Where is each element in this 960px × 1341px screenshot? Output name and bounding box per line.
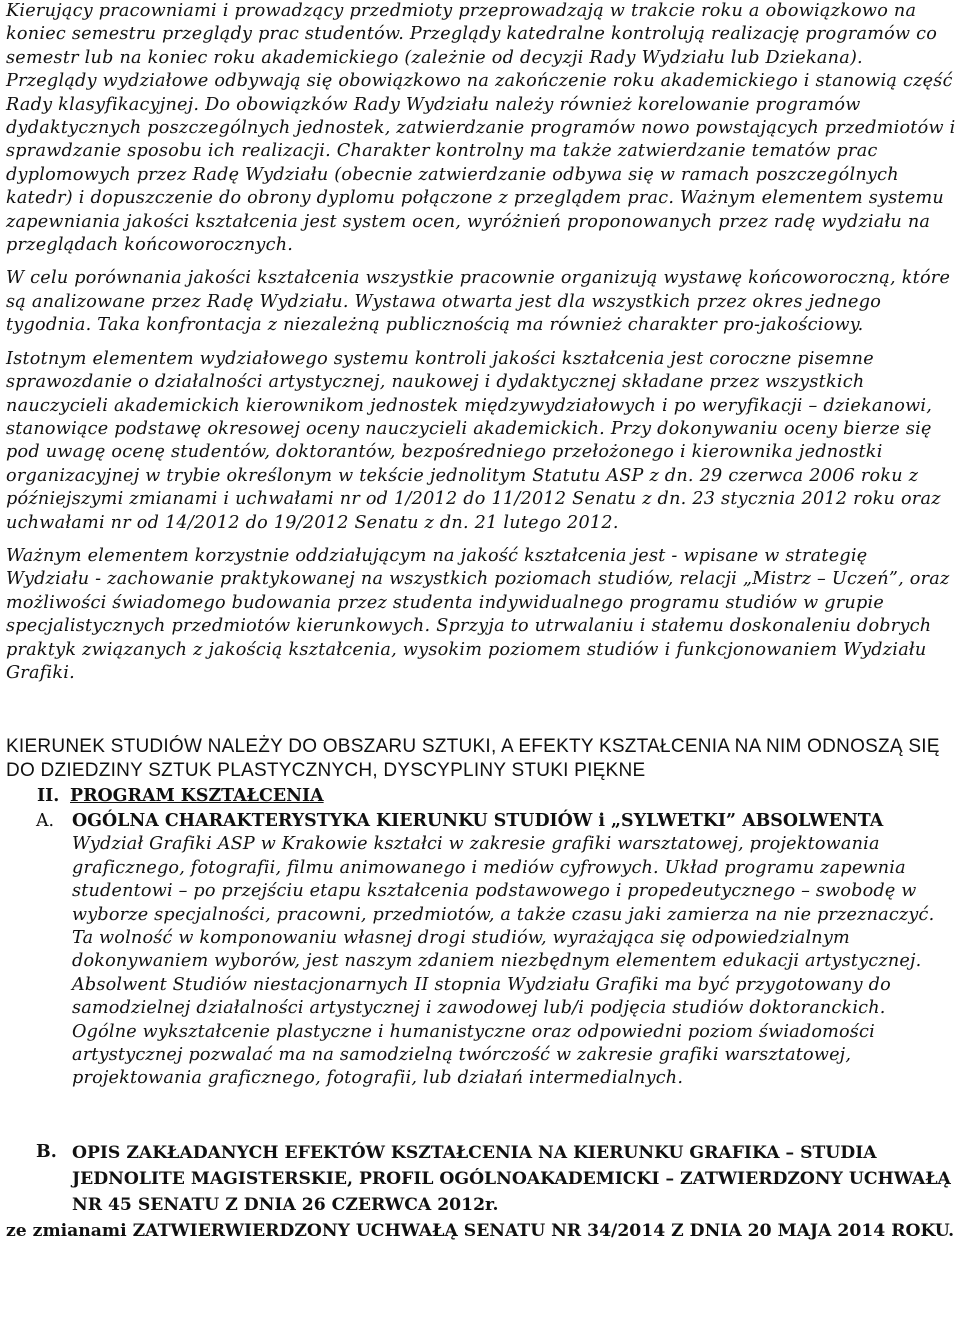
paragraph-master-student: Ważnym elementem korzystnie oddziałującym na jakość kształcenia jest - wpisane w strategię Wydziału - zachowanie praktykowanej na wszystkich poziomach studiów, relacji „Mistrz – Uczeń”, oraz możliwości świadomego budowania przez studenta indywidualnego programu studiów w grupie specjalistycznych przedmiotów kierunkowych. Sprzyja to utrwalaniu i stałemu doskonaleniu dobrych praktyk związanych z jakością kształcenia, wysokim poziomem studiów i funkcjonowaniem Wydziału Grafiki.	[6, 545, 950, 683]
section-b-letter: B.	[36, 1141, 57, 1162]
area-heading: KIERUNEK STUDIÓW NALEŻY DO OBSZARU SZTUKI, A EFEKTY KSZTAŁCENIA NA NIM ODNOSZĄ SIĘ DO DZIEDZINY SZTUK PLASTYCZNYCH, DYSCYPLINY STUKI PIĘKNE	[6, 736, 940, 782]
section-a-heading	[6, 809, 956, 834]
section-a-body: Wydział Grafiki ASP w Krakowie kształci w zakresie grafiki warsztatowej, projektowania graficznego, fotografii, filmu animowanego i mediów cyfrowych. Układ programu zapewnia studentowi – po przejściu etapu kształcenia podstawowego i propedeutycznego – swobodę w wyborze specjalności, pracowni, przedmiotów, a także czasu jaki zamierza na nie przeznaczyć. Ta wolność w komponowaniu własnej drogi studiów, wyrażająca się odpowiedzialnym dokonywaniem wyborów, jest naszym zdaniem niezbędnym elementem edukacji artystycznej. Absolwent Studiów niestacjonarnych II stopnia Wydziału Grafiki ma być przygotowany do samodzielnej działalności artystycznej i zawodowej lub/i podjęcia studiów doktoranckich. Ogólne wykształcenie plastyczne i humanistyczne oraz odpowiedni poziom świadomości artystycznej pozwalać ma na samodzielną twórczość w zakresie grafiki warsztatowej, projektowania graficznego, fotografii, lub działań intermedialnych.	[72, 834, 935, 1089]
section-ii-number: II.	[37, 786, 60, 807]
section-ii-label: PROGRAM KSZTAŁCENIA	[70, 786, 324, 807]
section-b-amendment: ze zmianami ZATWIERWIERDZONY UCHWAŁĄ SENATU NR 34/2014 Z DNIA 20 MAJA 2014 ROKU.	[6, 1220, 955, 1241]
section-b-title: OPIS ZAKŁADANYCH EFEKTÓW KSZTAŁCENIA NA KIERUNKU GRAFIKA – STUDIA JEDNOLITE MAGISTERSKIE, PROFIL OGÓLNOAKADEMICKI – ZATWIERDZONY UCHWAŁĄ NR 45 SENATU Z DNIA 26 CZERWCA 2012r.	[72, 1142, 951, 1215]
section-b-heading	[6, 1140, 956, 1244]
section-ii-heading	[6, 784, 956, 809]
section-spacer	[6, 695, 956, 735]
section-a-letter: A.	[36, 810, 55, 831]
paragraph-exhibition: W celu porównania jakości kształcenia wszystkie pracownie organizują wystawę końcoworoczną, które są analizowane przez Radę Wydziału. Wystawa otwarta jest dla wszystkich przez okres jednego tygodnia. Taka konfrontacja z niezależną publicznością ma również charakter pro-jakościowy.	[6, 268, 951, 336]
paragraph-annual-report: Istotnym elementem wydziałowego systemu kontroli jakości kształcenia jest coroczne pisemne sprawozdanie o działalności artystycznej, naukowej i dydaktycznej składane przez wszystkich nauczycieli akademickich kierownikom jednostek międzywydziałowych i po weryfikacji – dziekanowi, stanowiące podstawę okresowej oceny nauczycieli akademickich. Przy dokonywaniu oceny bierze się pod uwagę ocenę studentów, doktorantów, bezpośredniego przełożonego i kierownika jednostki organizacyjnej w trybie określonym w tekście jednolitym Statutu ASP z dn. 29 czerwca 2006 roku z późniejszymi zmianami i uchwałami nr od 1/2012 do 11/2012 Senatu z dn. 23 stycznia 2012 roku oraz uchwałami nr od 14/2012 do 19/2012 Senatu z dn. 21 lutego 2012.	[6, 348, 941, 533]
paragraph-reviews: Kierujący pracowniami i prowadzący przedmioty przeprowadzają w trakcie roku a obowiązkowo na koniec semestru przeglądy prac studentów. Przeglądy katedralne kontrolują realizację programów co semestr lub na koniec roku akademickiego (zależnie od decyzji Rady Wydziału lub Dziekana). Przeglądy wydziałowe odbywają się obowiązkowo na zakończenie roku akademickiego i stanowią część Rady klasyfikacyjnej. Do obowiązków Rady Wydziału należy również korelowanie programów dydaktycznych poszczególnych jednostek, zatwierdzanie programów nowo powstających przedmiotów i sprawdzanie sposobu ich realizacji. Charakter kontrolny ma także zatwierdzanie tematów prac dyplomowych przez Radę Wydziału (obecnie zatwierdzanie odbywa się w ramach poszczególnych katedr) i dopuszczenie do obrony dyplomu połączone z przeglądem prac. Ważnym elementem systemu zapewniania jakości kształcenia jest system ocen, wyróżnień proponowanych przez radę wydziału na przeglądach końcoworocznych.	[6, 1, 956, 256]
section-a-title: OGÓLNA CHARAKTERYSTYKA KIERUNKU STUDIÓW i „SYLWETKI” ABSOLWENTA	[72, 810, 884, 831]
document-page	[6, 0, 956, 1244]
